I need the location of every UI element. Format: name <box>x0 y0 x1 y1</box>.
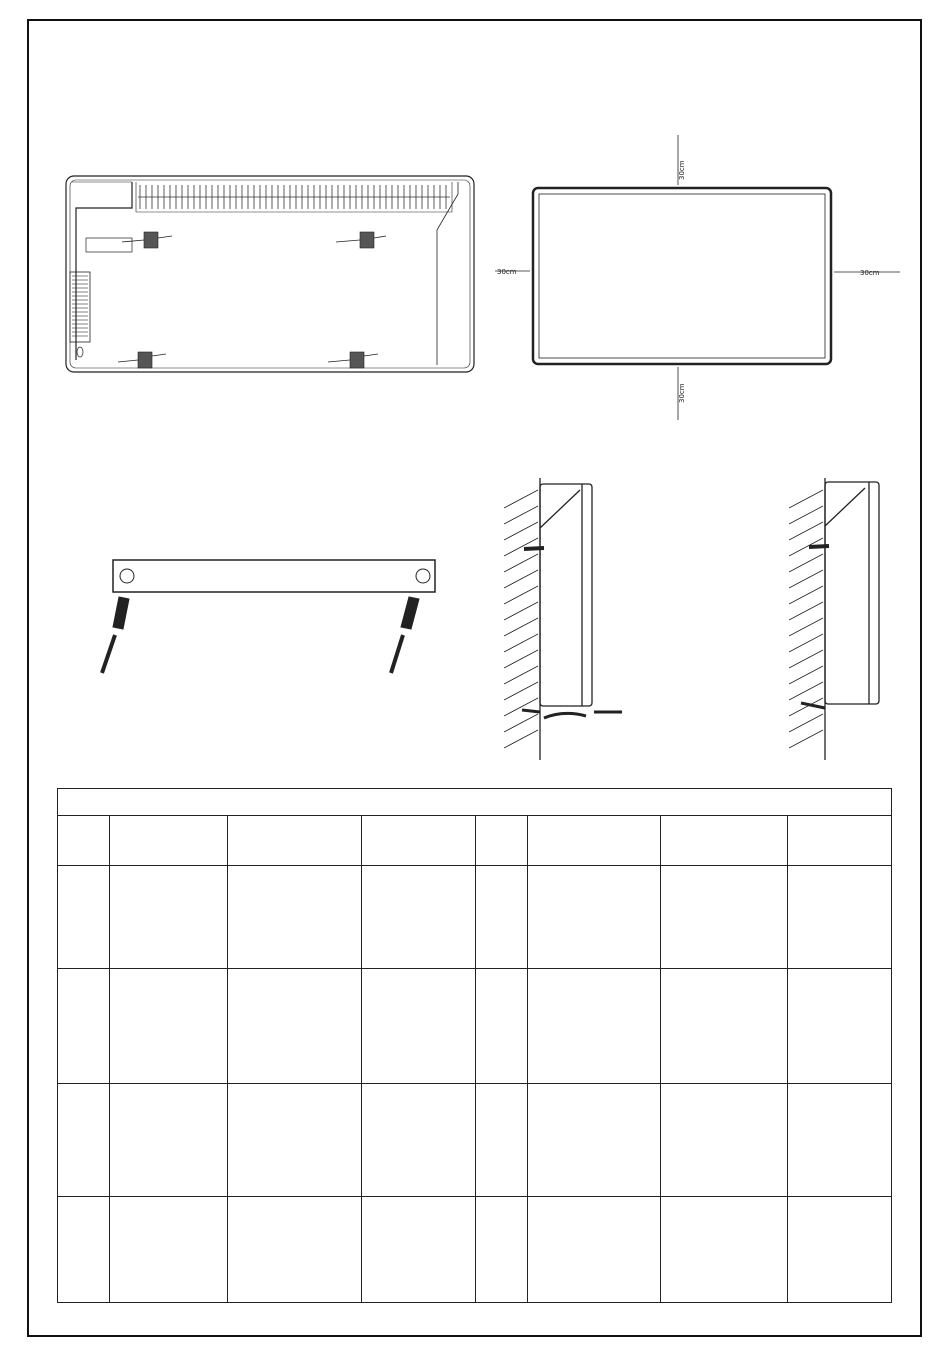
table-cell <box>362 1197 476 1303</box>
table-cell <box>528 969 661 1084</box>
mounting-rail-figure <box>85 555 445 680</box>
header-cell <box>58 816 110 866</box>
spec-table <box>57 788 892 1303</box>
table-cell <box>661 969 788 1084</box>
header-cell <box>661 816 788 866</box>
table-cell <box>788 1197 892 1303</box>
clearance-left-label: 30cm <box>497 268 517 276</box>
table-cell <box>228 969 362 1084</box>
table-row <box>58 1197 892 1303</box>
clearance-top-label: 30cm <box>678 160 686 180</box>
table-cell <box>528 1197 661 1303</box>
clearance-figure <box>490 135 910 425</box>
table-cell <box>58 1197 110 1303</box>
table-cell <box>362 1084 476 1197</box>
header-cell <box>788 816 892 866</box>
table-cell <box>58 969 110 1084</box>
side-view-mounted-figure <box>785 478 895 760</box>
table-cell <box>528 866 661 969</box>
header-cell <box>476 816 528 866</box>
table-row <box>58 1084 892 1197</box>
table-cell <box>661 1197 788 1303</box>
heater-rear-view-figure <box>62 170 482 380</box>
table-cell <box>661 1084 788 1197</box>
table-title-row <box>58 789 892 816</box>
side-view-mounting-figure <box>500 478 630 760</box>
table-cell <box>661 866 788 969</box>
table-cell <box>476 1084 528 1197</box>
table-row <box>58 969 892 1084</box>
table-cell <box>362 866 476 969</box>
clearance-bottom-label: 30cm <box>678 383 686 403</box>
table-cell <box>476 1197 528 1303</box>
table-cell <box>58 866 110 969</box>
table-cell <box>110 1084 228 1197</box>
header-cell <box>528 816 661 866</box>
table-cell <box>362 969 476 1084</box>
table-cell <box>476 969 528 1084</box>
table-cell <box>228 866 362 969</box>
table-cell <box>788 866 892 969</box>
table-title <box>58 789 892 816</box>
table-cell <box>528 1084 661 1197</box>
table-cell <box>110 866 228 969</box>
table-cell <box>228 1084 362 1197</box>
table-header-row <box>58 816 892 866</box>
table-cell <box>110 969 228 1084</box>
header-cell <box>362 816 476 866</box>
table-cell <box>228 1197 362 1303</box>
header-cell <box>228 816 362 866</box>
table-cell <box>788 1084 892 1197</box>
table-cell <box>476 866 528 969</box>
table-cell <box>110 1197 228 1303</box>
table-cell <box>788 969 892 1084</box>
table-cell <box>58 1084 110 1197</box>
clearance-right-label: 30cm <box>860 269 880 277</box>
table-row <box>58 866 892 969</box>
header-cell <box>110 816 228 866</box>
